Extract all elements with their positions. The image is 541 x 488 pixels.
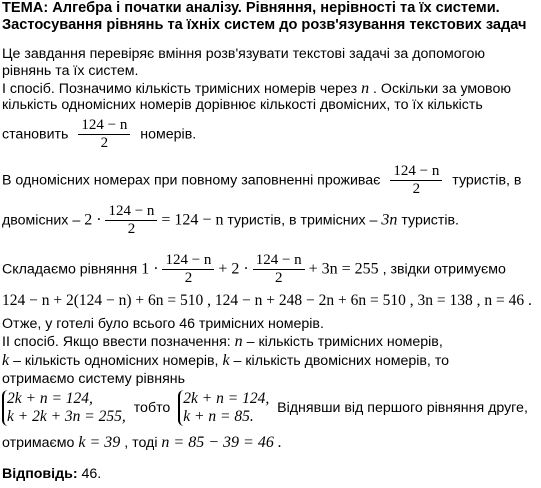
method1-text: становить bbox=[2, 126, 69, 143]
method1-text: , звідки отримуємо bbox=[382, 261, 506, 278]
method1-text: Складаємо рівняння bbox=[2, 261, 138, 278]
fraction-denominator: 2 bbox=[100, 135, 109, 151]
fraction-numerator: 124 − n bbox=[105, 203, 157, 221]
math-coef: 2 · bbox=[84, 211, 102, 229]
fraction-denominator: 2 bbox=[184, 270, 193, 286]
method1-line-3 bbox=[2, 117, 196, 152]
method2-line-4 bbox=[2, 390, 528, 426]
method1-line-7: 124 − n + 2(124 − n) + 6n = 510 , 124 − n + 248 − 2n + 6n = 510 , 3n = 138 , n = 46 . bbox=[2, 292, 532, 309]
answer-label: Відповідь: bbox=[2, 466, 78, 482]
fraction-numerator: 124 − n bbox=[78, 117, 130, 135]
method2-text: , тоді bbox=[124, 435, 158, 451]
method1-text: В одномісних номерах при повному заповненні проживає bbox=[2, 172, 381, 189]
method1-text: двомісних – bbox=[2, 212, 81, 229]
equation-system-2 bbox=[178, 390, 269, 426]
fraction bbox=[78, 117, 130, 152]
fraction-denominator: 2 bbox=[127, 221, 136, 237]
method2-text: Віднявши від першого рівняння друге, bbox=[277, 399, 528, 416]
variable-n: n bbox=[361, 80, 370, 97]
header-line-1: ТЕМА: Алгебра і початки аналізу. Рівняння, нерівності та їх системи. bbox=[2, 0, 500, 16]
variable-k: k bbox=[2, 352, 10, 369]
method1-line-2: кількість одномісних номерів дорівнює кількості двомісних, то їх кількість bbox=[2, 97, 483, 113]
math-plus: + 2 · bbox=[218, 260, 249, 278]
answer-line bbox=[2, 466, 101, 483]
fraction-numerator: 124 − n bbox=[390, 163, 442, 181]
math-3n: 3n bbox=[381, 211, 398, 229]
method1-line-6 bbox=[2, 252, 506, 287]
header-line-2: Застосування рівнянь та їхніх систем до розв'язування текстових задач bbox=[2, 17, 527, 33]
method2-text: – кількість тримісних номерів, bbox=[246, 334, 443, 350]
math-coef: 1 · bbox=[141, 260, 159, 278]
fraction bbox=[390, 163, 442, 198]
math-k-value: k = 39 bbox=[78, 434, 121, 451]
variable-n: n bbox=[234, 333, 243, 350]
method1-text: . Оскільки за умовою bbox=[373, 81, 511, 97]
fraction bbox=[162, 252, 214, 287]
system-row: 2k + n = 124, bbox=[183, 390, 270, 407]
method1-text: туристів. bbox=[401, 212, 459, 229]
answer-value: 46. bbox=[81, 466, 102, 482]
method2-line-5 bbox=[2, 434, 282, 452]
method2-line-3: отримаємо систему рівнянь bbox=[2, 371, 185, 387]
method2-text: – кількість двомісних номерів, то bbox=[233, 353, 450, 369]
variable-k: k bbox=[222, 352, 230, 369]
system-row: 2k + n = 124, bbox=[7, 390, 93, 407]
method2-text: ІІ спосіб. Якщо ввести позначення: bbox=[2, 334, 231, 350]
math-equals: = 124 − n bbox=[161, 211, 224, 229]
fraction-denominator: 2 bbox=[274, 270, 283, 286]
system-row: k + 2k + 3n = 255, bbox=[7, 408, 126, 425]
intro-line-2: рівнянь та їх систем. bbox=[2, 63, 139, 79]
fraction bbox=[253, 252, 305, 287]
method1-text: номерів. bbox=[140, 126, 197, 143]
fraction-numerator: 124 − n bbox=[162, 252, 214, 270]
system-row: k + n = 85. bbox=[183, 408, 254, 425]
method1-line-8: Отже, у готелі було всього 46 тримісних номерів. bbox=[2, 316, 324, 332]
method1-line-1 bbox=[2, 80, 511, 98]
intro-line-1: Це завдання перевіряє вміння розв'язувати текстові задачі за допомогою bbox=[2, 46, 485, 62]
math-n-value: n = 85 − 39 = 46 . bbox=[161, 434, 282, 451]
method2-line-1 bbox=[2, 333, 443, 351]
method2-line-2 bbox=[2, 352, 449, 370]
method1-text: туристів, в bbox=[452, 172, 522, 189]
method1-line-5 bbox=[2, 203, 459, 238]
method2-text: отримаємо bbox=[2, 435, 75, 451]
method1-line-4 bbox=[2, 163, 521, 198]
method2-text: – кількість одномісних номерів, bbox=[13, 353, 219, 369]
fraction-numerator: 124 − n bbox=[253, 252, 305, 270]
fraction-denominator: 2 bbox=[412, 181, 421, 197]
method1-text: І спосіб. Позначимо кількість тримісних номерів через bbox=[2, 81, 358, 97]
method1-text: туристів, в тримісних – bbox=[227, 212, 378, 229]
equation-system-1 bbox=[2, 390, 126, 426]
math-tail: + 3n = 255 bbox=[308, 260, 379, 278]
method2-text: тобто bbox=[133, 399, 171, 416]
fraction bbox=[105, 203, 157, 238]
